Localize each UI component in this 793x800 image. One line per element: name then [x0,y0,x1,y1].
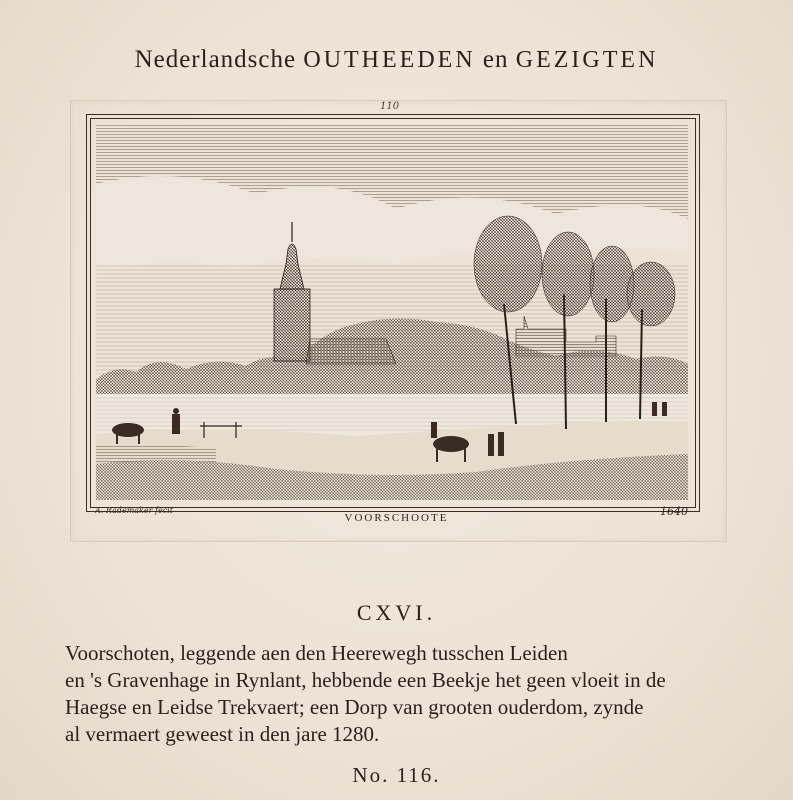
engraving-landscape [96,124,688,500]
description-line: al vermaert geweest in den jare 1280. [65,722,380,746]
header-mid: en [482,46,509,73]
church-nave [306,339,396,364]
header-caps: OUTHEEDEN [303,47,476,73]
plate-year: 1640 [660,505,688,518]
item-number: No. 116. [352,763,441,787]
church-tower [274,289,310,361]
place-caption: VOORSCHOOTE [344,512,449,524]
description-line: Haegse en Leidse Trekvaert; een Dorp van grooten ouderdom, zynde [65,695,644,719]
plate-number: 110 [380,101,400,112]
page-header [0,46,793,74]
engraver-credit: A. Rademaker fecit [95,506,173,515]
description-line: Voorschoten, leggende aen den Heerewegh tusschen Leiden [65,641,568,665]
header-lead: Nederlandsche [134,46,297,73]
description-line: en 's Gravenhage in Rynlant, hebbende een Beekje het geen vloeit in de [65,668,666,692]
chapter-number: CXVI. [356,600,437,625]
header-end: GEZIGTEN [515,47,659,73]
description-text [65,640,745,748]
